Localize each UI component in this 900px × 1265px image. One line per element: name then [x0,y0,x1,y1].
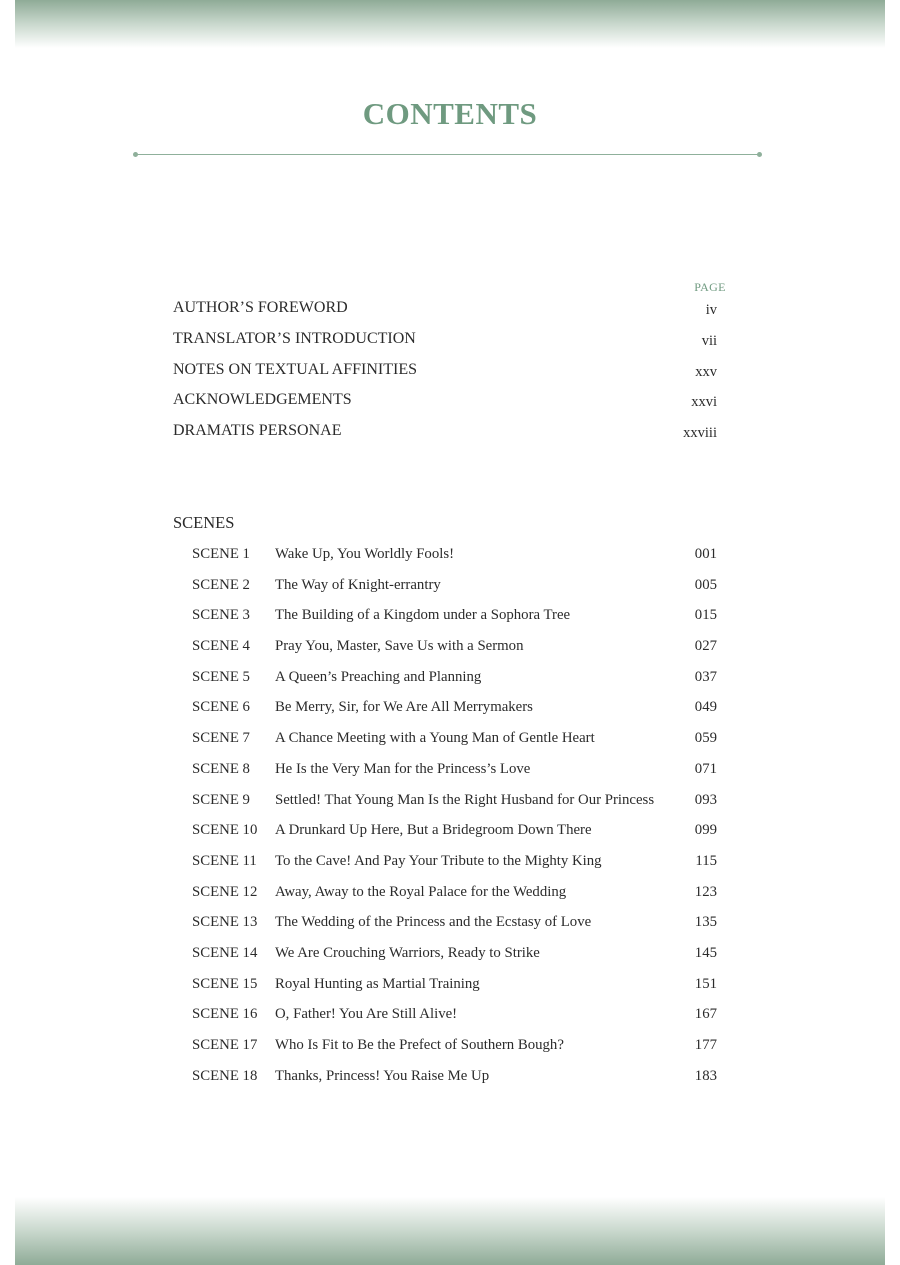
toc-entry-page: iv [705,302,717,318]
page-title: CONTENTS [362,96,538,131]
scene-number: SCENE 12 [192,883,258,900]
toc-entry-label: AUTHOR’S FOREWORD [173,299,348,316]
scene-title: To the Cave! And Pay Your Tribute to the Mighty King [275,852,602,869]
scene-number: SCENE 8 [192,760,250,777]
toc-entry-page: xxv [695,363,717,380]
scene-title: A Queen’s Preaching and Planning [275,668,482,685]
scenes-list [192,542,717,1094]
scene-entry[interactable] [192,757,717,788]
scenes-heading: SCENES [173,513,235,532]
scene-page: 001 [694,546,717,562]
toc-entry[interactable] [173,296,717,327]
scene-page: 099 [694,822,717,839]
scene-entry[interactable] [192,910,717,941]
scene-page: 071 [694,760,717,777]
scene-page: 135 [694,914,717,931]
scene-number: SCENE 4 [192,638,250,655]
scene-entry[interactable] [192,818,717,849]
scene-title: Away, Away to the Royal Palace for the Wedding [275,883,567,900]
scene-title: O, Father! You Are Still Alive! [275,1006,458,1023]
scene-page: 115 [695,852,717,869]
toc-entry[interactable] [173,327,717,358]
scene-page: 145 [694,944,717,961]
title-divider [135,154,761,155]
scene-entry[interactable] [192,1064,717,1095]
scene-number: SCENE 6 [192,699,250,716]
scene-number: SCENE 9 [192,791,250,808]
top-decorative-band [15,0,885,48]
scene-entry[interactable] [192,1002,717,1033]
toc-entry-label: ACKNOWLEDGEMENTS [173,391,352,409]
toc-entry[interactable] [173,358,717,389]
toc-entry-label: NOTES ON TEXTUAL AFFINITIES [173,360,417,378]
scene-entry[interactable] [192,726,717,757]
toc-entry-page: xxvi [691,394,717,411]
scene-page: 151 [694,975,717,992]
scene-title: The Building of a Kingdom under a Sophora Tree [275,607,571,624]
scene-page: 177 [694,1037,717,1053]
scene-title: The Wedding of the Princess and the Ecstasy of Love [275,914,592,931]
toc-entry[interactable] [173,419,717,450]
scene-number: SCENE 1 [192,546,250,562]
scene-title: Royal Hunting as Martial Training [275,975,480,992]
scene-number: SCENE 10 [192,822,258,839]
toc-entry-label: TRANSLATOR’S INTRODUCTION [173,329,416,347]
scene-page: 123 [694,883,717,900]
scene-title: Wake Up, You Worldly Fools! [275,546,455,562]
page-column-label: PAGE [694,280,726,294]
divider-right-dot [757,152,762,157]
scene-number: SCENE 18 [192,1067,258,1084]
scene-number: SCENE 7 [192,730,250,747]
scene-number: SCENE 2 [192,576,250,593]
scene-entry[interactable] [192,941,717,972]
scene-number: SCENE 14 [192,944,258,961]
scene-entry[interactable] [192,849,717,880]
bottom-decorative-band [15,1197,885,1265]
front-matter-list [173,296,717,450]
scene-page: 015 [694,607,717,624]
scene-number: SCENE 3 [192,607,250,624]
scene-number: SCENE 11 [192,852,257,869]
scene-entry[interactable] [192,542,717,573]
scene-entry[interactable] [192,972,717,1003]
scene-number: SCENE 13 [192,914,258,931]
scene-entry[interactable] [192,665,717,696]
scene-title: The Way of Knight-errantry [275,576,441,593]
scene-entry[interactable] [192,695,717,726]
scene-entry[interactable] [192,634,717,665]
scene-entry[interactable] [192,1033,717,1064]
scene-page: 183 [694,1067,717,1084]
scene-entry[interactable] [192,603,717,634]
toc-entry[interactable] [173,388,717,419]
toc-entry-page: xxviii [683,425,717,442]
toc-entry-label: DRAMATIS PERSONAE [173,422,342,440]
scene-title: He Is the Very Man for the Princess’s Love [275,760,531,777]
scene-page: 059 [694,730,717,747]
scene-title: Who Is Fit to Be the Prefect of Southern Bough? [275,1037,564,1053]
scene-page: 167 [694,1006,717,1023]
scene-page: 027 [694,638,717,655]
divider-left-dot [133,152,138,157]
scene-page: 093 [694,791,717,808]
scene-entry[interactable] [192,788,717,819]
scene-page: 037 [694,668,717,685]
scene-number: SCENE 16 [192,1006,258,1023]
scene-title: We Are Crouching Warriors, Ready to Strike [275,944,540,961]
scene-title: Be Merry, Sir, for We Are All Merrymakers [275,699,533,716]
scene-number: SCENE 17 [192,1037,258,1053]
scene-entry[interactable] [192,880,717,911]
scene-title: Pray You, Master, Save Us with a Sermon [275,638,524,655]
scene-page: 005 [694,576,717,593]
scene-title: Thanks, Princess! You Raise Me Up [275,1067,490,1084]
scene-title: A Chance Meeting with a Young Man of Gentle Heart [275,730,595,747]
scene-page: 049 [694,699,717,716]
toc-entry-page: vii [701,332,717,349]
scene-title: Settled! That Young Man Is the Right Husband for Our Princess [275,791,655,808]
scene-title: A Drunkard Up Here, But a Bridegroom Down There [275,822,592,839]
scene-number: SCENE 15 [192,975,258,992]
scene-number: SCENE 5 [192,668,250,685]
scene-entry[interactable] [192,573,717,604]
